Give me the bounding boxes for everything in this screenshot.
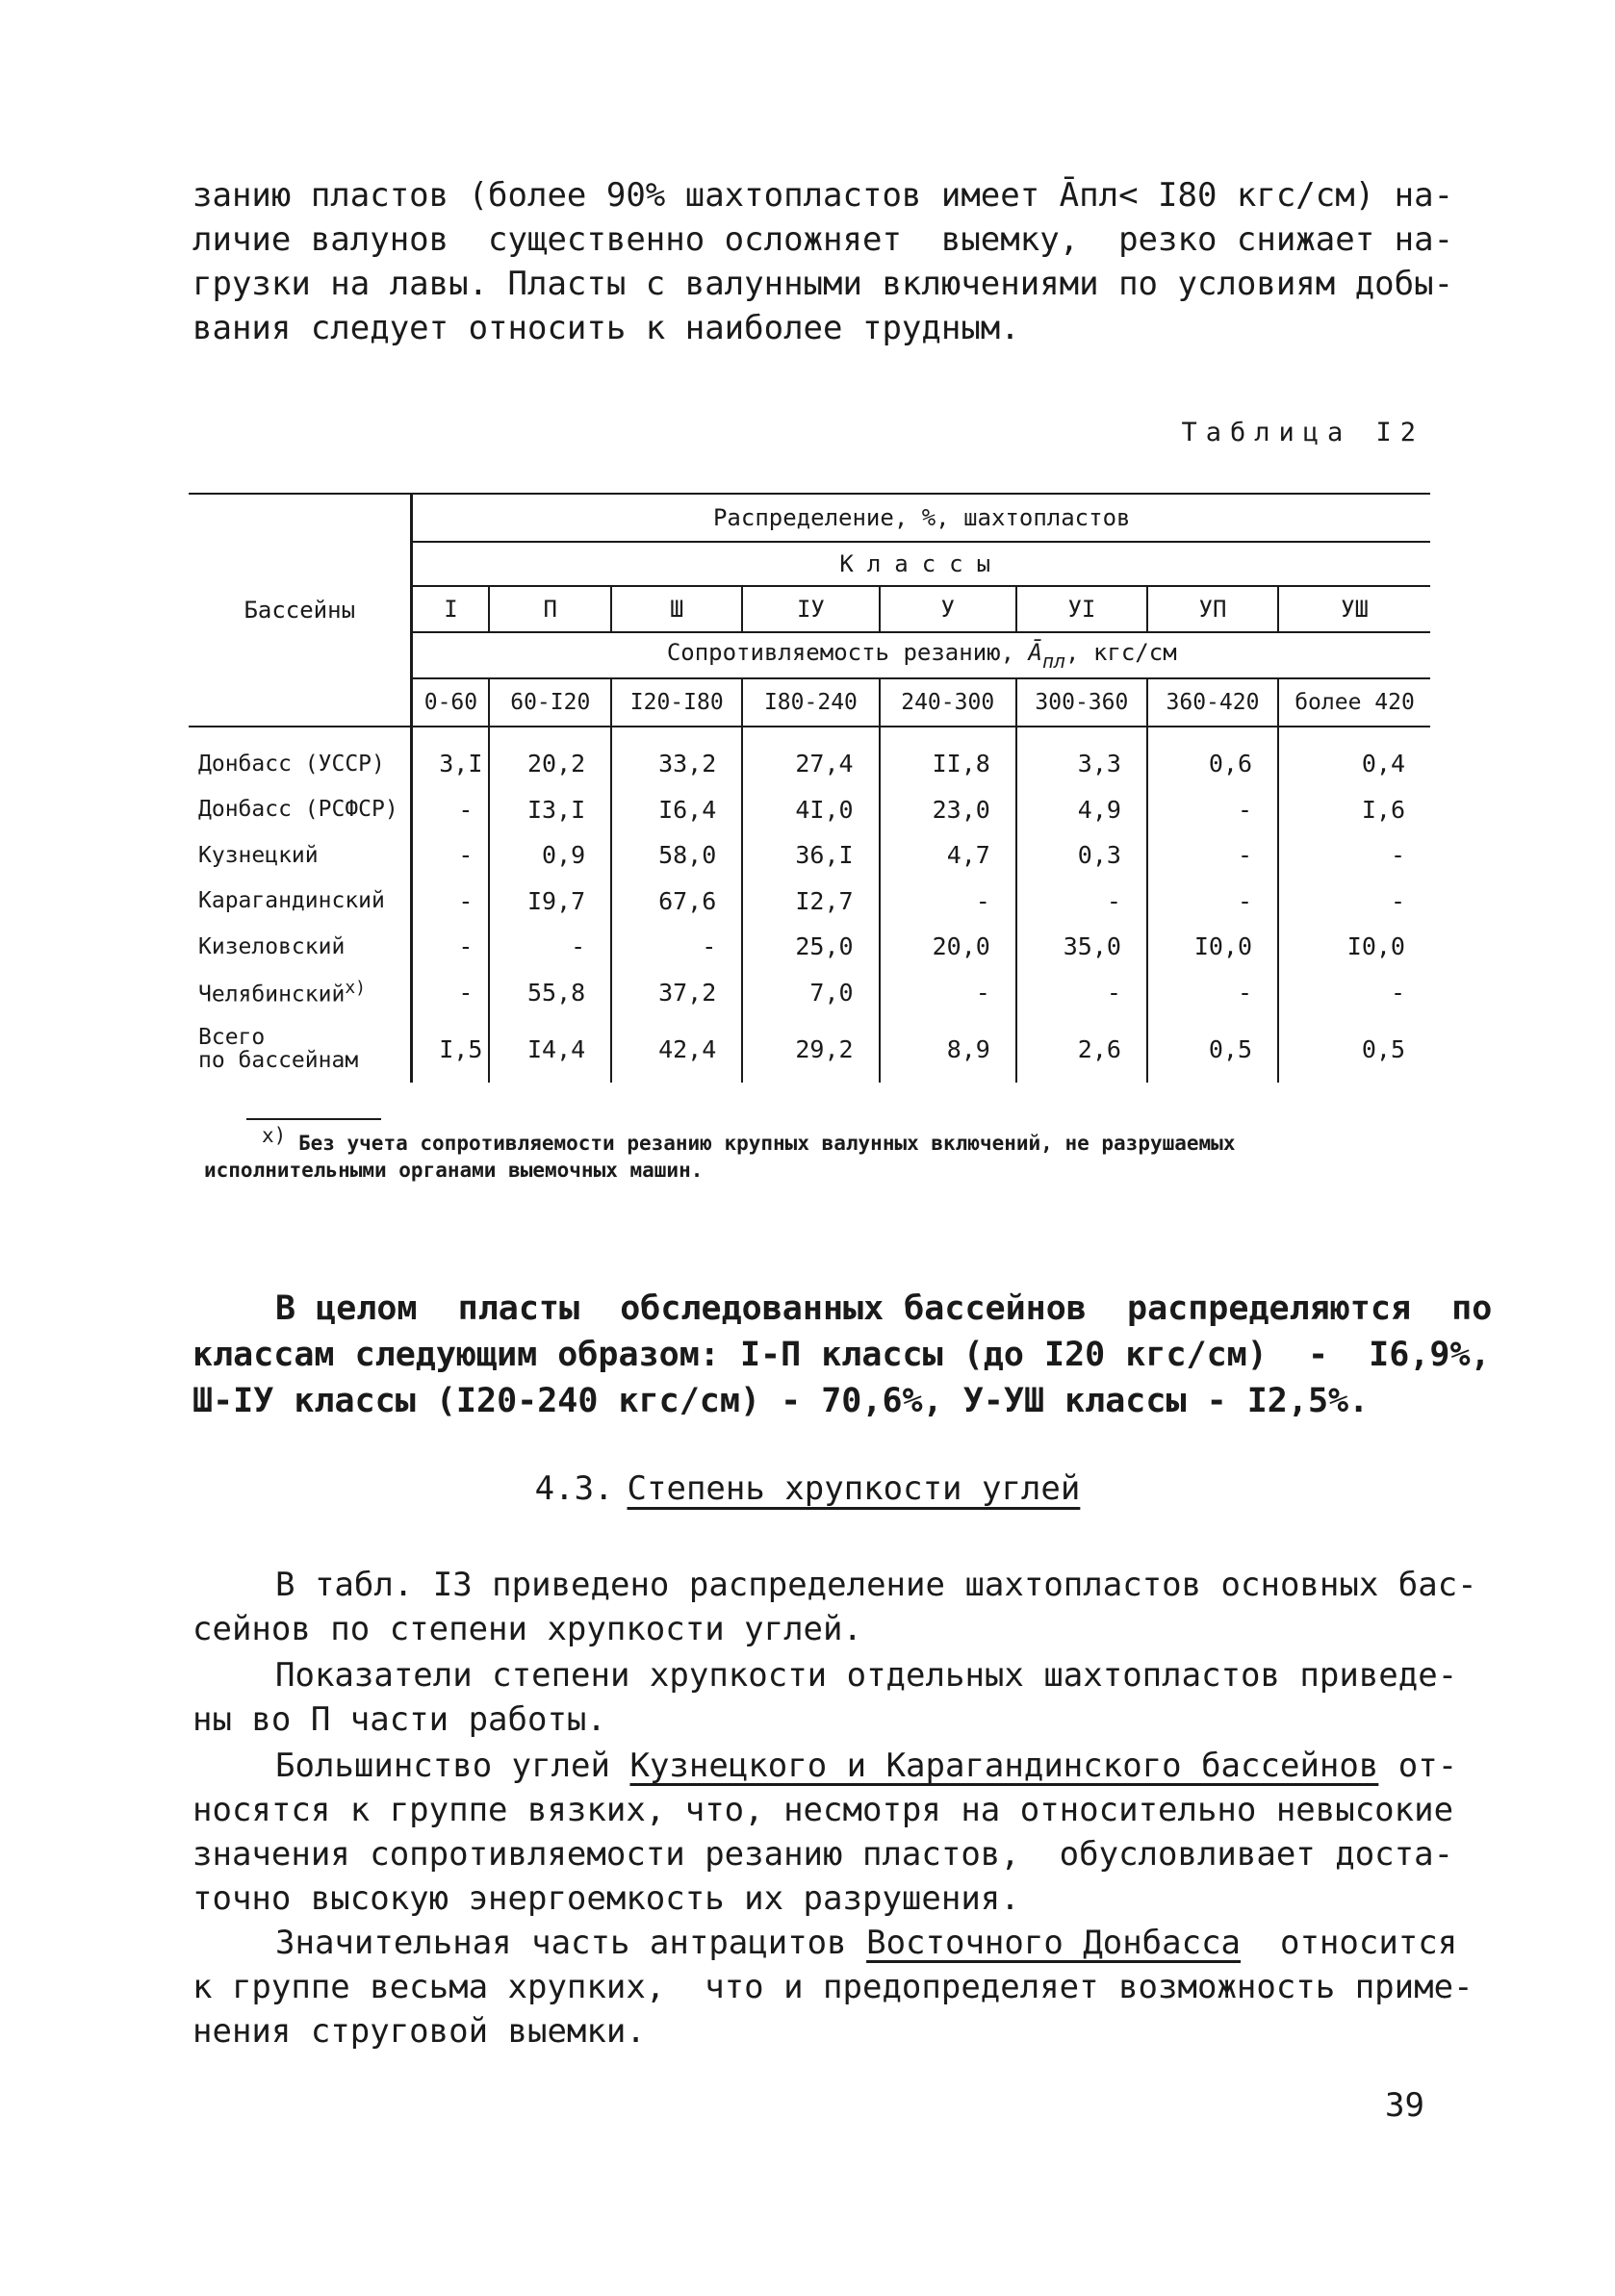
distribution-header: Распределение, %, шахтопластов: [412, 494, 1430, 542]
value-cell: -: [1390, 978, 1405, 1007]
footnote-mark: x): [345, 977, 367, 998]
table-row-total: [189, 1015, 1430, 1083]
value-cell: 0,4: [1361, 750, 1405, 778]
text-line: носятся к группе вязких, что, несмотря на относительно невысокие: [192, 1791, 1454, 1829]
value-cell: I6,4: [611, 787, 742, 833]
summary-paragraph: [192, 1286, 1493, 1424]
range-cell: более 420: [1278, 678, 1430, 727]
value-cell: 58,0: [611, 832, 742, 879]
text-line: значения сопротивляемости резанию пластов, обусловливает доста-: [192, 1835, 1454, 1874]
resistance-header: [412, 632, 1430, 678]
value-cell: -: [611, 924, 742, 970]
value-cell: 4,9: [1016, 787, 1147, 833]
text-line: сейнов по степени хрупкости углей.: [192, 1610, 862, 1648]
text-fragment: Значительная часть антрацитов: [275, 1924, 867, 1962]
range-cell: 300-360: [1016, 678, 1147, 727]
underlined-text: Кузнецкого и Карагандинского бассейнов: [629, 1747, 1379, 1785]
value-cell: 0,6: [1147, 727, 1278, 787]
value-cell: I0,0: [1346, 932, 1405, 961]
value-cell: 25,0: [742, 924, 879, 970]
value-cell: -: [412, 970, 489, 1016]
text-fragment: относится: [1241, 1924, 1458, 1962]
basin-name: Кузнецкий: [189, 832, 412, 879]
basin-name: Карагандинский: [189, 879, 412, 925]
class-cell: УI: [1016, 586, 1147, 632]
resistance-subscript: пл: [1041, 649, 1066, 673]
paragraph: [192, 1653, 1458, 1742]
basin-column-header: Бассейны: [189, 494, 412, 727]
footnote-line1: [204, 1122, 1446, 1157]
value-cell: 3,3: [1016, 727, 1147, 787]
text-line: [192, 1744, 1458, 1788]
value-cell: I0,0: [1147, 924, 1278, 970]
basin-name: Донбасс (РСФСР): [189, 787, 412, 833]
resistance-label: Сопротивляемость резанию,: [666, 638, 1015, 666]
value-cell: 20,2: [489, 727, 611, 787]
value-cell: -: [412, 879, 489, 925]
value-cell: I2,7: [742, 879, 879, 925]
value-cell: -: [1147, 970, 1278, 1016]
range-cell: I20-I80: [611, 678, 742, 727]
text-line: личие валунов существенно осложняет выемку, резко снижает на-: [192, 220, 1454, 259]
value-cell: -: [412, 832, 489, 879]
value-cell: -: [1016, 879, 1147, 925]
value-cell: I,6: [1361, 795, 1405, 824]
value-cell: 37,2: [611, 970, 742, 1016]
text-line: В целом пласты обследованных бассейнов распределяются по: [275, 1289, 1493, 1328]
value-cell: 8,9: [880, 1015, 1016, 1083]
text-line: классам следующим образом: I-П классы (до I20 кгс/см) - I6,9%,: [192, 1336, 1491, 1374]
range-cell: 360-420: [1147, 678, 1278, 727]
value-cell: -: [1016, 970, 1147, 1016]
basin-name: [189, 970, 412, 1016]
total-label: [189, 1015, 412, 1083]
intro-paragraph: [192, 173, 1454, 350]
value-cell: 0,9: [489, 832, 611, 879]
paragraph: [192, 1744, 1458, 1921]
text-line: Показатели степени хрупкости отдельных шахтопластов приведе-: [275, 1656, 1458, 1695]
range-cell: 60-I20: [489, 678, 611, 727]
value-cell: 4,7: [880, 832, 1016, 879]
value-cell: -: [412, 924, 489, 970]
text-line: занию пластов (более 90% шахтопластов имеет Āпл< I80 кгс/см) на-: [192, 176, 1454, 215]
page-number: 39: [1385, 2086, 1424, 2125]
class-cell: УШ: [1278, 586, 1430, 632]
classes-header: Классы: [412, 542, 1430, 586]
text-line: [192, 1921, 1458, 1965]
value-cell: 29,2: [742, 1015, 879, 1083]
class-cell: Ш: [611, 586, 742, 632]
value-cell: -: [1147, 787, 1278, 833]
footnote-line2: исполнительными органами выемочных машин.: [204, 1159, 704, 1182]
value-cell: 2,6: [1016, 1015, 1147, 1083]
footnote-mark: x): [262, 1124, 287, 1147]
value-cell: I,5: [412, 1015, 489, 1083]
text-line: грузки на лавы. Пласты с валунными включениями по условиям добы-: [192, 265, 1454, 303]
value-cell: -: [1147, 832, 1278, 879]
value-cell: 23,0: [880, 787, 1016, 833]
data-table: [189, 493, 1430, 1083]
range-cell: I80-240: [742, 678, 879, 727]
text-line: Ш-IУ классы (I20-240 кгс/см) - 70,6%, У-УШ классы - I2,5%.: [192, 1382, 1370, 1420]
value-cell: 27,4: [742, 727, 879, 787]
value-cell: -: [1390, 841, 1405, 870]
total-label-line1: Всего: [198, 1025, 266, 1050]
underlined-text: Восточного Донбасса: [866, 1924, 1242, 1962]
table-row: [189, 787, 1430, 833]
value-cell: 7,0: [742, 970, 879, 1016]
value-cell: II,8: [880, 727, 1016, 787]
class-cell: I: [412, 586, 489, 632]
table-row: [189, 832, 1430, 879]
class-cell: У: [880, 586, 1016, 632]
total-label-line2: по бассейнам: [198, 1048, 359, 1073]
range-cell: 0-60: [412, 678, 489, 727]
value-cell: 36,I: [742, 832, 879, 879]
table-row: [189, 879, 1430, 925]
value-cell: 0,5: [1361, 1034, 1405, 1063]
table-row: [189, 970, 1430, 1016]
value-cell: 55,8: [489, 970, 611, 1016]
basin-name-text: Челябинский: [198, 982, 346, 1008]
value-cell: I3,I: [489, 787, 611, 833]
paragraph: [192, 1563, 1477, 1651]
value-cell: 4I,0: [742, 787, 879, 833]
value-cell: 35,0: [1016, 924, 1147, 970]
section-heading: [0, 1469, 1615, 1508]
resistance-unit: , кгс/см: [1065, 638, 1177, 666]
resistance-symbol: Ā: [1028, 638, 1042, 666]
value-cell: 20,0: [880, 924, 1016, 970]
basin-name: Кизеловский: [189, 924, 412, 970]
footnote-text: Без учета сопротивляемости резанию крупных валунных включений, не разрушаемых: [297, 1132, 1236, 1155]
text-line: к группе весьма хрупких, что и предопределяет возможность приме-: [192, 1968, 1474, 2006]
text-fragment: Большинство углей: [275, 1747, 630, 1785]
value-cell: 33,2: [611, 727, 742, 787]
section-number: 4.3.: [534, 1469, 614, 1508]
value-cell: 67,6: [611, 879, 742, 925]
value-cell: -: [489, 924, 611, 970]
text-line: ны во П части работы.: [192, 1700, 606, 1739]
paragraph: [192, 1921, 1474, 2054]
header-row-distribution: [189, 494, 1430, 542]
value-cell: 0,3: [1016, 832, 1147, 879]
class-cell: IУ: [742, 586, 879, 632]
value-cell: 42,4: [611, 1015, 742, 1083]
text-line: нения струговой выемки.: [192, 2012, 646, 2051]
table-caption: Таблица I2: [1181, 418, 1424, 447]
value-cell: -: [412, 787, 489, 833]
value-cell: -: [880, 879, 1016, 925]
class-cell: УП: [1147, 586, 1278, 632]
class-cell: П: [489, 586, 611, 632]
value-cell: 3,I: [412, 727, 489, 787]
footnote: [204, 1122, 1446, 1184]
footnote-divider: [246, 1118, 381, 1120]
text-line: точно высокую энергоемкость их разрушения.: [192, 1879, 1020, 1918]
value-cell: -: [880, 970, 1016, 1016]
section-title: Степень хрупкости углей: [627, 1469, 1081, 1508]
value-cell: 0,5: [1147, 1015, 1278, 1083]
value-cell: I4,4: [489, 1015, 611, 1083]
table-row: [189, 924, 1430, 970]
text-fragment: от-: [1378, 1747, 1458, 1785]
range-cell: 240-300: [880, 678, 1016, 727]
value-cell: I9,7: [489, 879, 611, 925]
value-cell: -: [1390, 886, 1405, 915]
text-line: В табл. I3 приведено распределение шахтопластов основных бас-: [275, 1566, 1477, 1604]
basin-name: Донбасс (УССР): [189, 727, 412, 787]
table-row: [189, 727, 1430, 787]
text-line: вания следует относить к наиболее трудным.: [192, 309, 1020, 347]
value-cell: -: [1147, 879, 1278, 925]
